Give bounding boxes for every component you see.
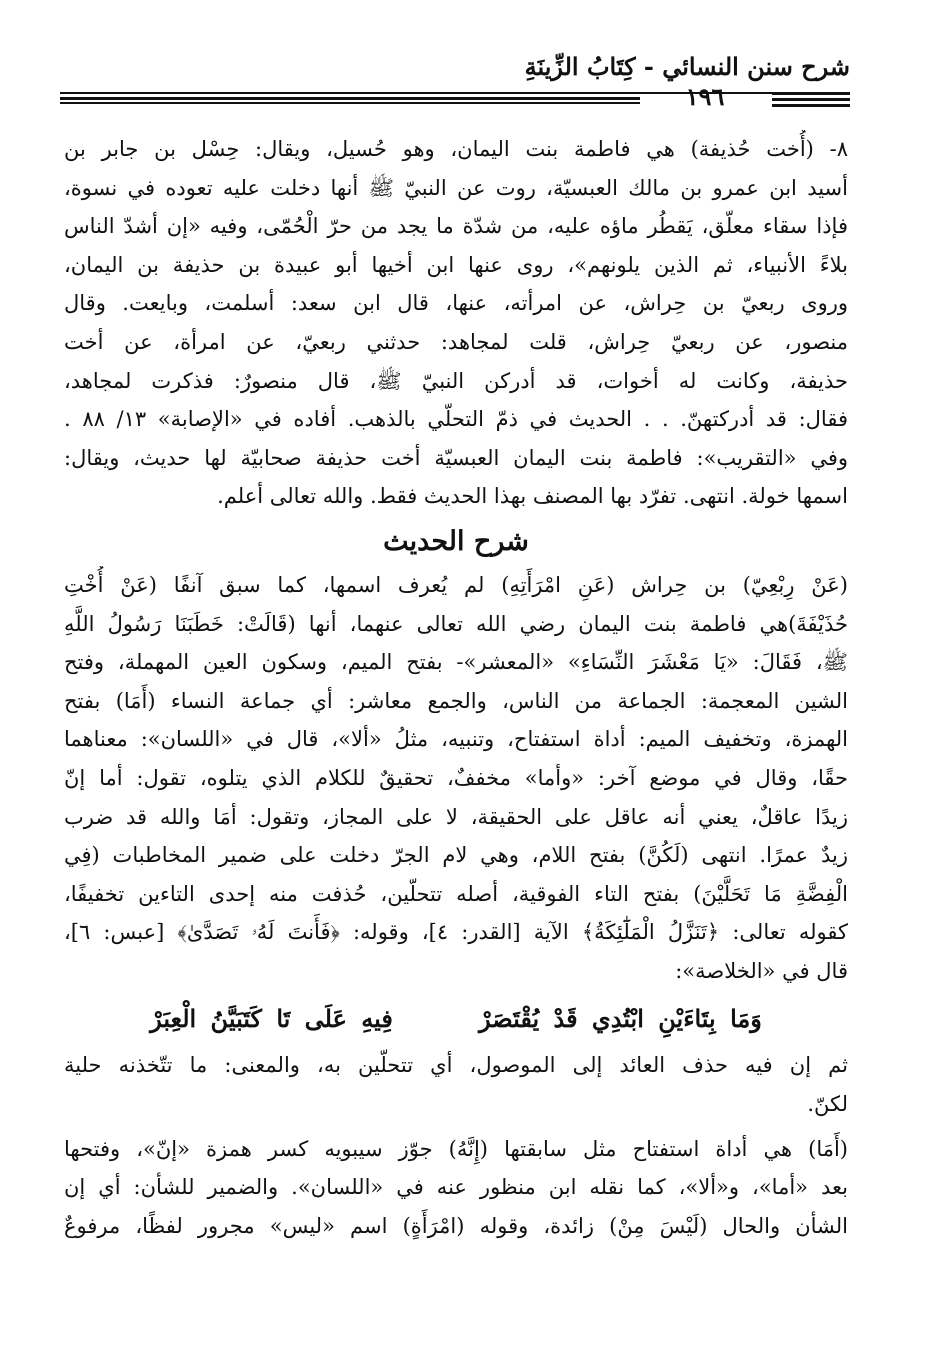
text-line: (أَمَا) هي أداة استفتاح مثل سابقتها (إِنَّهُ) جوّز سيبويه كسر همزة «إنّ»، وفتحها <box>64 1136 848 1161</box>
hadith-commentary-paragraph <box>64 566 848 991</box>
text-line: فإذا سقاء معلّق، يَقطُر ماؤه عليه، من شدّة ما يجد من حرّ الْحُمّى، وفيه «إن أشدّ الناس <box>64 214 848 239</box>
text-line: حُذَيْفَةَ)هي فاطمة بنت اليمان رضي الله تعالى عنهما، أنها (قَالَتْ: خَطَبَنَا رَسُولُ اللَّهِ <box>64 611 848 636</box>
text-line: منصور، عن ربعيّ حِراش، قلت لمجاهد: حدثني ربعيّ، عن امرأة، عن أخت <box>64 329 848 354</box>
text-line: زيدًا عاقلٌ، يعني أنه عاقل على الحقيقة، لا على المجاز، وتقول: أمَا والله قد ضرب <box>64 804 848 829</box>
text-line: الْفِضَّةِ مَا تَحَلَّيْنَ) بفتح التاء الفوقية، أصله تتحلّين، حُذفت منه إحدى التاءين تخفيفًا، <box>64 881 848 906</box>
poetry-verse <box>64 994 848 1044</box>
text-line: ثم إن فيه حذف العائد إلى الموصول، أي تتحلّين به، والمعنى: ما تتّخذنه حلية <box>64 1053 848 1078</box>
page-number: ١٩٦ <box>685 82 725 111</box>
text-line: وروى ربعيّ بن حِراش، عن امرأته، عنها، قال ابن سعد: أسلمت، وبايعت. وقال <box>64 291 848 316</box>
text-line: لكنّ. <box>807 1092 848 1117</box>
header-rule <box>60 102 640 104</box>
grammar-paragraph <box>64 1130 848 1246</box>
page-body <box>64 130 848 1245</box>
text-line: زيدٌ عمرًا. انتهى (لَكُنَّ) بفتح اللام، وهي لام الجرّ دخلت على ضمير المخاطبات (فِي <box>64 843 848 868</box>
book-title: شرح سنن النسائي - كِتَابُ الزِّينَةِ <box>524 52 850 81</box>
narrator-note-paragraph <box>64 130 848 516</box>
text-line: ﷺ، فَقَالَ: «يَا مَعْشَرَ النِّسَاءِ» «المعشر»- بفتح الميم، وسكون العين المهملة، وفتح <box>64 650 848 675</box>
text-line: حذيفة، وكانت له أخوات، قد أدركن النبيّ ﷺ، قال منصورٌ: فذكرت لمجاهد، <box>64 368 848 393</box>
text-line: حقًا، وقال في موضع آخر: «وأما» مخففٌ، تحقيقٌ للكلام الذي يتلوه، تقول: أما إنّ <box>64 765 848 790</box>
header-rule <box>772 92 850 95</box>
text-line: فقال: قد أدركتهنّ. . . الحديث في ذمّ التحلّي بالذهب. أفاده في «الإصابة» ١٣/ ٨٨ . <box>64 407 848 432</box>
header-rule <box>772 98 850 101</box>
verse-first-hemistich: وَمَا بِتَاءَيْنِ ابْتُدِي قَدْ يُقْتَصَرْ <box>479 1004 762 1034</box>
text-line: بعد «أما»، و«ألا»، كما نقله ابن منظور عنه في «اللسان». والضمير للشأن: أي إن <box>64 1175 848 1200</box>
text-line: (عَنْ رِبْعِيّ) بن حِراش (عَنِ امْرَأَتِهِ) لم يُعرف اسمها، كما سبق آنفًا (عَنْ أُخْتِ <box>64 572 848 597</box>
text-line: كقوله تعالى: ﴿تَنَزَّلُ الْمَلَٰٓئِكَةُ﴾ الآية [القدر: ٤]، وقوله: ﴿فَأَنتَ لَهُۥ تَصَدَّىٰ﴾ [عبس: ٦]، <box>64 920 848 945</box>
text-line: الهمزة، وتخفيف الميم: أداة استفتاح، وتنبيه، مثلُ «ألا»، قال في «اللسان»: معناهما <box>64 727 848 752</box>
text-line: أسيد ابن عمرو بن مالك العبسيّة، روت عن النبيّ ﷺ أنها دخلت عليه تعوده في نسوة، <box>64 175 848 200</box>
text-line: بلاءً الأنبياء، ثم الذين يلونهم»، روى عنها ابن أخيها أبو عبيدة بن حذيفة بن اليمان، <box>64 252 848 277</box>
section-heading: شرح الحديث <box>383 525 529 557</box>
text-line: اسمها خولة. انتهى. تفرّد بها المصنف بهذا الحديث فقط. والله تعالى أعلم. <box>217 484 848 509</box>
text-line: الشين المعجمة: الجماعة من الناس، والجمع معاشر: أي جماعة النساء (أَمَا) بفتح <box>64 688 848 713</box>
text-line: ٨- (أُخت حُذيفة) هي فاطمة بنت اليمان، وهو حُسيل، ويقال: حِسْل بن جابر بن <box>64 137 848 161</box>
text-line: قال في «الخلاصة»: <box>675 958 848 983</box>
header-rule <box>772 104 850 107</box>
header-rule <box>60 97 640 100</box>
explanation-paragraph <box>64 1046 848 1123</box>
verse-second-hemistich: فِيهِ عَلَى تَا كَتَبَيَّنُ الْعِبَرْ <box>150 1004 393 1034</box>
text-line: الشأن والحال (لَيْسَ مِنْ) زائدة، وقوله (امْرَأَةٍ) اسم «ليس» مجرور لفظًا، مرفوعٌ <box>64 1213 848 1238</box>
text-line: وفي «التقريب»: فاطمة بنت اليمان العبسيّة أخت حذيفة صحابيّة لها حديث، ويقال: <box>64 445 848 470</box>
